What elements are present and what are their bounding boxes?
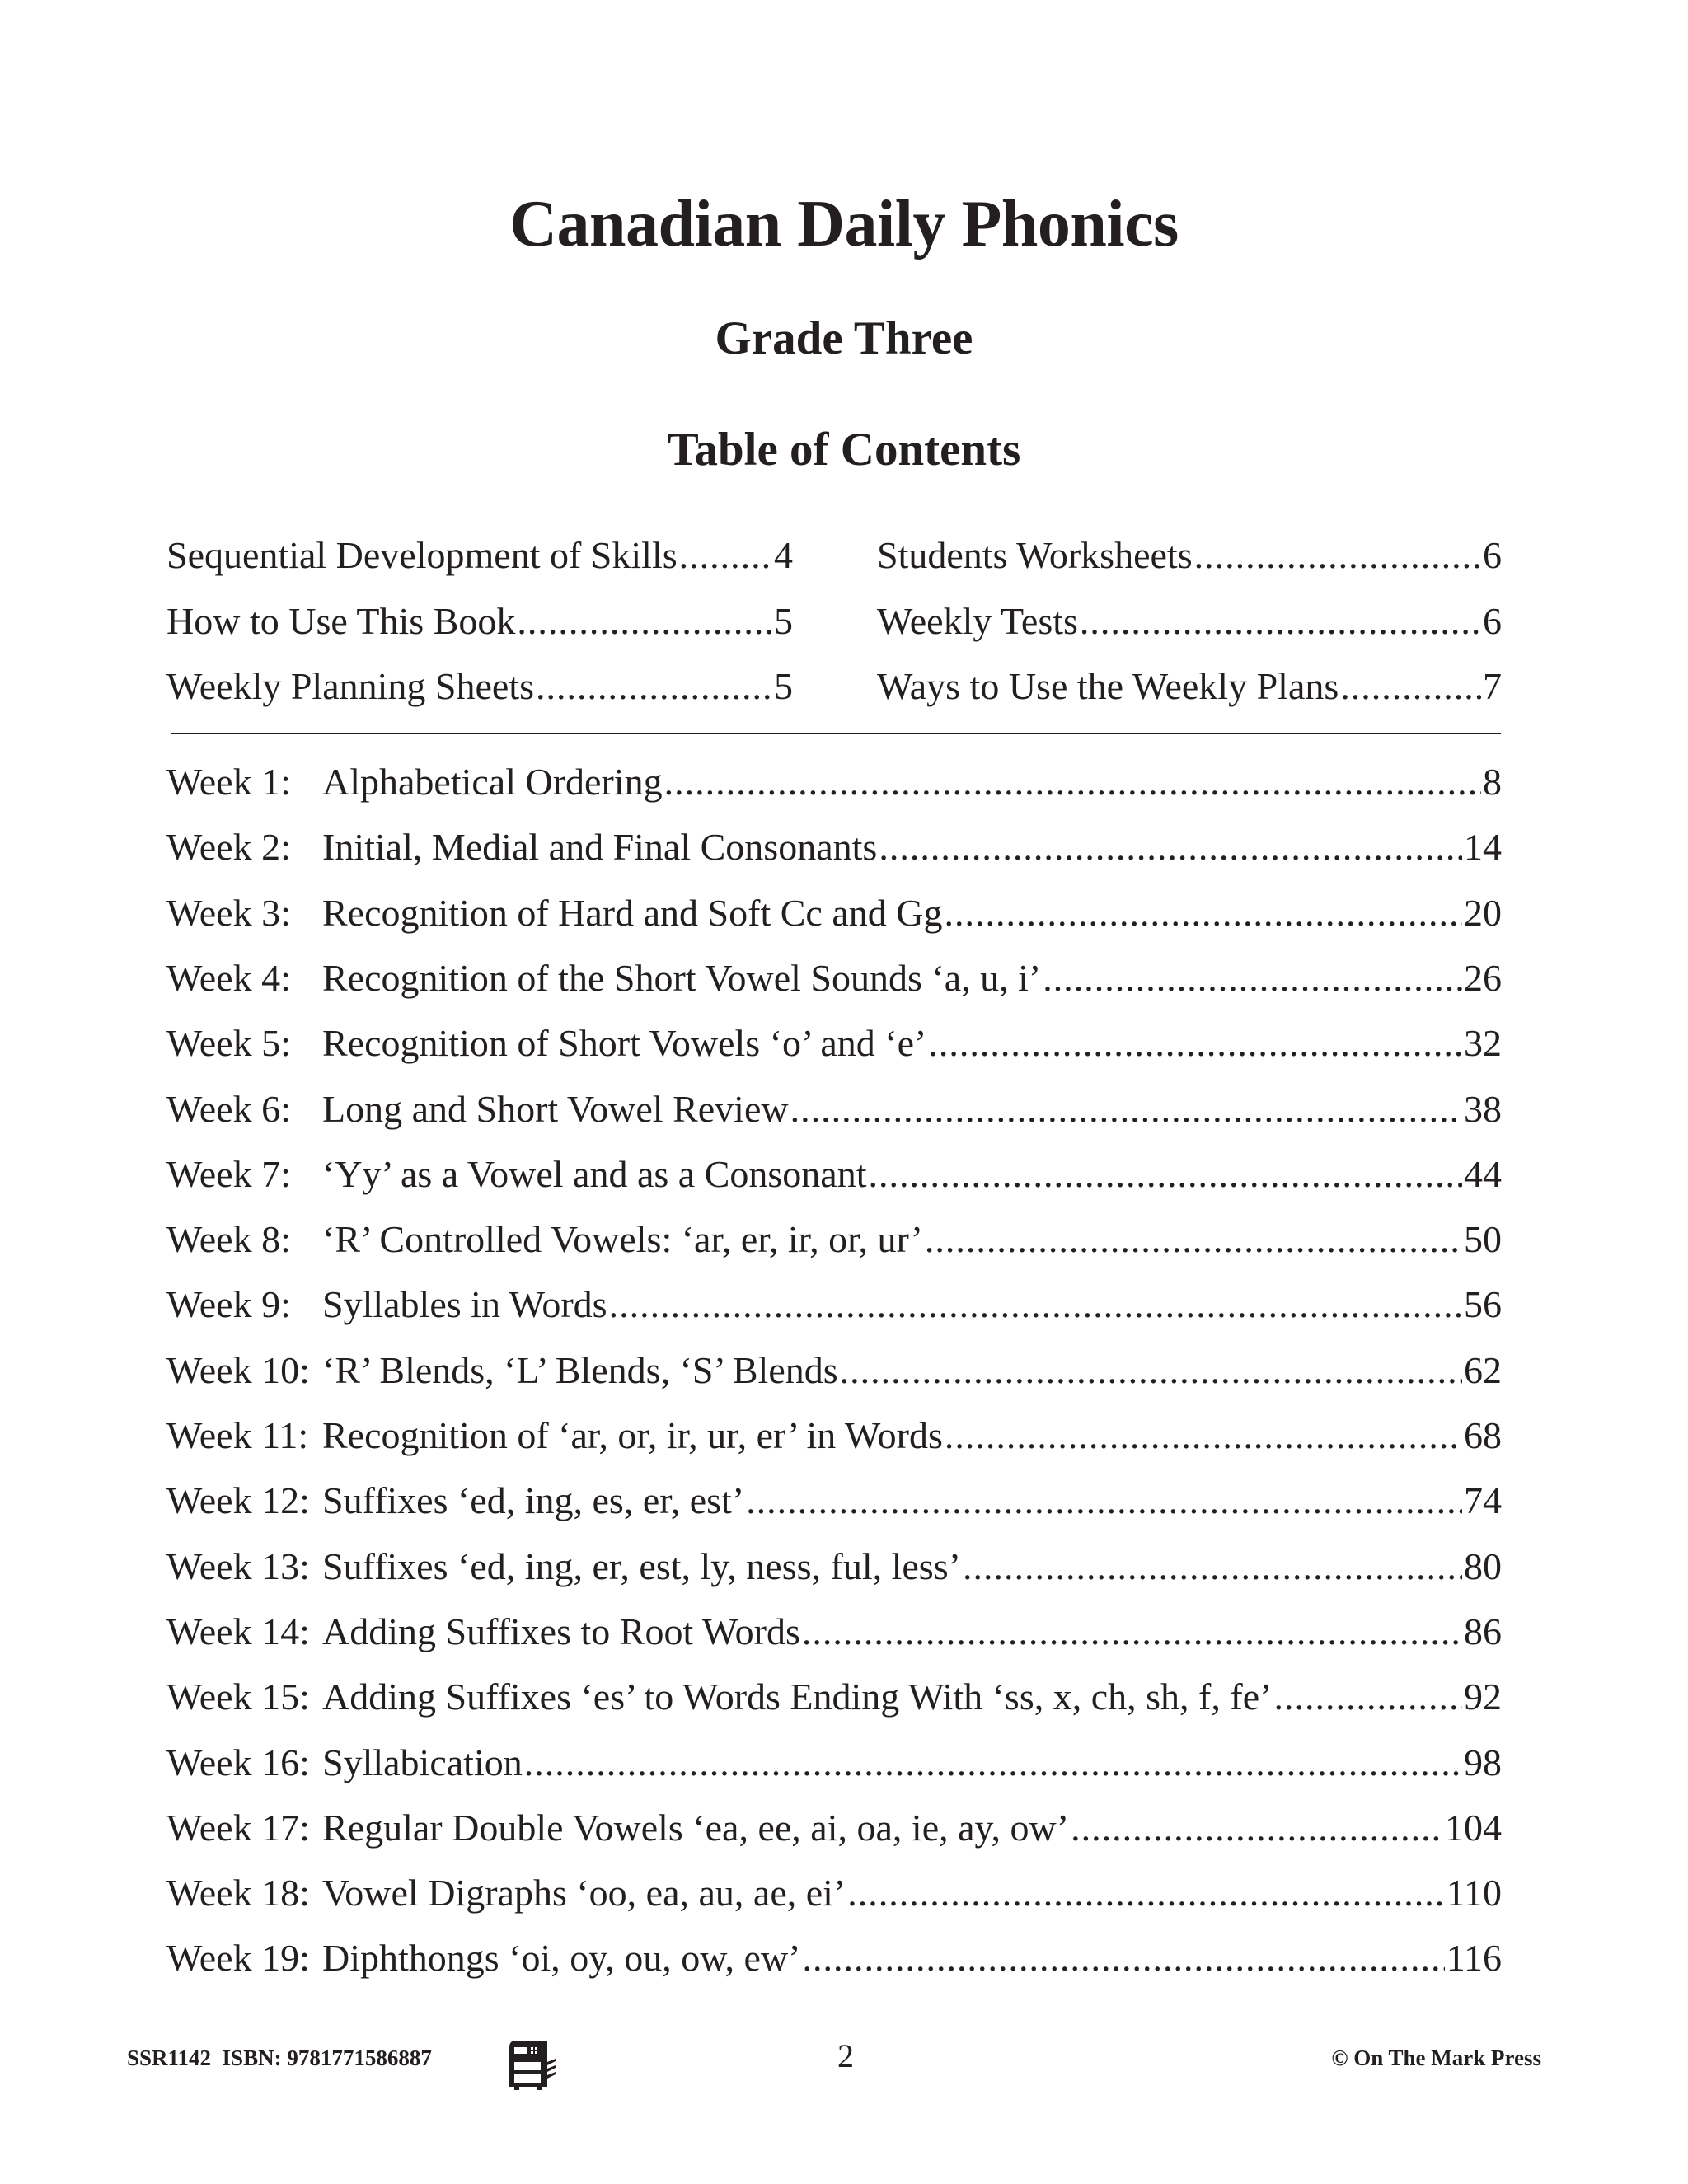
entry-label: Weekly Tests: [877, 600, 1078, 642]
week-label: Week 7:: [166, 1152, 291, 1195]
week-topic: Suffixes ‘ed, ing, es, er, est’: [322, 1479, 745, 1522]
entry-page: 14: [1464, 826, 1502, 869]
week-topic: Recognition of the Short Vowel Sounds ‘a, u, i’: [322, 956, 1042, 999]
dot-leader: [517, 597, 772, 646]
week-topic: Recognition of Short Vowels ‘o’ and ‘e’: [322, 1022, 927, 1065]
entry-page: 86: [1464, 1610, 1502, 1652]
entry-label: Sequential Development of Skills: [166, 534, 678, 576]
toc-entry-week[interactable]: [166, 1672, 1502, 1722]
week-label: Week 6:: [166, 1087, 291, 1130]
entry-page: 116: [1446, 1937, 1502, 1980]
dot-leader: [1340, 662, 1481, 711]
toc-entry-front-matter[interactable]: [877, 531, 1502, 580]
entry-page: 62: [1464, 1348, 1502, 1391]
product-code-isbn: SSR1142 ISBN: 9781771586887: [127, 2046, 432, 2070]
week-label: Week 19:: [166, 1937, 310, 1980]
entry-page: 38: [1464, 1087, 1502, 1130]
week-topic: Alphabetical Ordering: [322, 761, 663, 803]
week-topic: ‘R’ Controlled Vowels: ‘ar, er, ir, or, ur’: [322, 1218, 923, 1261]
week-label: Week 12:: [166, 1479, 310, 1522]
photocopier-icon: [503, 2039, 556, 2090]
entry-page: 6: [1483, 534, 1502, 576]
entry-page: 68: [1464, 1414, 1502, 1456]
entry-page: 92: [1464, 1675, 1502, 1718]
dot-leader: [1080, 597, 1481, 646]
entry-page: 74: [1464, 1479, 1502, 1522]
toc-entry-week[interactable]: [166, 1346, 1502, 1395]
dot-leader: [802, 1607, 1462, 1657]
toc-entry-front-matter[interactable]: [166, 597, 793, 646]
entry-page: 98: [1464, 1741, 1502, 1783]
entry-label: Students Worksheets: [877, 534, 1193, 576]
toc-entry-week[interactable]: [166, 1868, 1502, 1918]
toc-entry-week[interactable]: [166, 1085, 1502, 1134]
week-label: Week 2:: [166, 826, 291, 869]
week-topic: Diphthongs ‘oi, oy, ou, ow, ew’: [322, 1937, 801, 1980]
week-label: Week 4:: [166, 956, 291, 999]
entry-page: 20: [1464, 891, 1502, 934]
dot-leader: [928, 1019, 1462, 1068]
dot-leader: [1273, 1672, 1462, 1722]
toc-entry-week[interactable]: [166, 1150, 1502, 1199]
toc-entry-week[interactable]: [166, 1738, 1502, 1788]
week-label: Week 10:: [166, 1348, 310, 1391]
week-topic: Vowel Digraphs ‘oo, ea, au, ae, ei’: [322, 1872, 846, 1915]
week-topic: Recognition of ‘ar, or, ir, ur, er’ in Words: [322, 1414, 943, 1456]
grade-subtitle: Grade Three: [715, 312, 973, 364]
week-label: Week 13:: [166, 1544, 310, 1587]
week-label: Week 11:: [166, 1414, 309, 1456]
entry-page: 44: [1464, 1152, 1502, 1195]
entry-page: 4: [774, 534, 793, 576]
toc-entry-week[interactable]: [166, 888, 1502, 938]
dot-leader: [847, 1868, 1444, 1918]
toc-entry-week[interactable]: [166, 1542, 1502, 1591]
week-label: Week 15:: [166, 1675, 310, 1718]
entry-label: Ways to Use the Weekly Plans: [877, 665, 1339, 707]
entry-page: 32: [1464, 1022, 1502, 1065]
dot-leader: [536, 662, 772, 711]
week-topic: Adding Suffixes to Root Words: [322, 1610, 800, 1652]
toc-heading: Table of Contents: [667, 424, 1021, 476]
dot-leader: [945, 1411, 1462, 1460]
dot-leader: [609, 1280, 1462, 1329]
dot-leader: [1071, 1803, 1443, 1853]
toc-entry-week[interactable]: [166, 1476, 1502, 1526]
dot-leader: [664, 757, 1481, 807]
dot-leader: [790, 1085, 1462, 1134]
toc-entry-week[interactable]: [166, 1280, 1502, 1329]
week-label: Week 1:: [166, 761, 291, 803]
week-label: Week 5:: [166, 1022, 291, 1065]
entry-page: 104: [1445, 1806, 1502, 1849]
book-title: Canadian Daily Phonics: [509, 188, 1179, 260]
week-topic: Syllabication: [322, 1741, 523, 1783]
toc-entry-week[interactable]: [166, 1411, 1502, 1460]
dot-leader: [944, 888, 1462, 938]
toc-entry-week[interactable]: [166, 1607, 1502, 1657]
toc-entry-front-matter[interactable]: [166, 531, 793, 580]
entry-page: 5: [774, 665, 793, 707]
dot-leader: [963, 1542, 1462, 1591]
dot-leader: [802, 1933, 1444, 1983]
toc-entry-week[interactable]: [166, 1933, 1502, 1983]
toc-entry-front-matter[interactable]: [877, 662, 1502, 711]
toc-entry-week[interactable]: [166, 954, 1502, 1003]
toc-entry-week[interactable]: [166, 1019, 1502, 1068]
toc-entry-week[interactable]: [166, 1215, 1502, 1264]
week-topic: Suffixes ‘ed, ing, er, est, ly, ness, ful, less’: [322, 1544, 961, 1587]
dot-leader: [1194, 531, 1481, 580]
dot-leader: [1043, 954, 1462, 1003]
entry-page: 56: [1464, 1283, 1502, 1326]
toc-entry-week[interactable]: [166, 823, 1502, 872]
entry-page: 80: [1464, 1544, 1502, 1587]
entry-page: 8: [1483, 761, 1502, 803]
dot-leader: [840, 1346, 1462, 1395]
dot-leader: [746, 1476, 1462, 1526]
toc-entry-week[interactable]: [166, 1803, 1502, 1853]
week-label: Week 14:: [166, 1610, 310, 1652]
week-topic: Syllables in Words: [322, 1283, 607, 1326]
toc-entry-front-matter[interactable]: [877, 597, 1502, 646]
week-topic: Initial, Medial and Final Consonants: [322, 826, 878, 869]
entry-label: How to Use This Book: [166, 600, 516, 642]
week-label: Week 8:: [166, 1218, 291, 1261]
entry-label: Weekly Planning Sheets: [166, 665, 535, 707]
week-topic: Regular Double Vowels ‘ea, ee, ai, oa, ie, ay, ow’: [322, 1806, 1070, 1849]
dot-leader: [869, 1150, 1463, 1199]
copyright-notice: © On The Mark Press: [1331, 2046, 1541, 2070]
section-divider: [171, 733, 1501, 734]
dot-leader: [524, 1738, 1462, 1788]
week-topic: Long and Short Vowel Review: [322, 1087, 789, 1130]
entry-page: 26: [1464, 956, 1502, 999]
week-label: Week 16:: [166, 1741, 310, 1783]
dot-leader: [879, 823, 1462, 872]
toc-entry-week[interactable]: [166, 757, 1502, 807]
entry-page: 7: [1483, 665, 1502, 707]
entry-page: 50: [1464, 1218, 1502, 1261]
dot-leader: [679, 531, 772, 580]
week-label: Week 3:: [166, 891, 291, 934]
week-topic: ‘R’ Blends, ‘L’ Blends, ‘S’ Blends: [322, 1348, 838, 1391]
week-topic: Adding Suffixes ‘es’ to Words Ending With ‘ss, x, ch, sh, f, fe’: [322, 1675, 1273, 1718]
week-label: Week 17:: [166, 1806, 310, 1849]
week-label: Week 18:: [166, 1872, 310, 1915]
dot-leader: [925, 1215, 1462, 1264]
entry-page: 6: [1483, 600, 1502, 642]
week-topic: ‘Yy’ as a Vowel and as a Consonant: [322, 1152, 867, 1195]
week-label: Week 9:: [166, 1283, 291, 1326]
toc-entry-front-matter[interactable]: [166, 662, 793, 711]
entry-page: 5: [774, 600, 793, 642]
entry-page: 110: [1446, 1872, 1502, 1915]
week-topic: Recognition of Hard and Soft Cc and Gg: [322, 891, 943, 934]
page-number: 2: [837, 2037, 854, 2074]
